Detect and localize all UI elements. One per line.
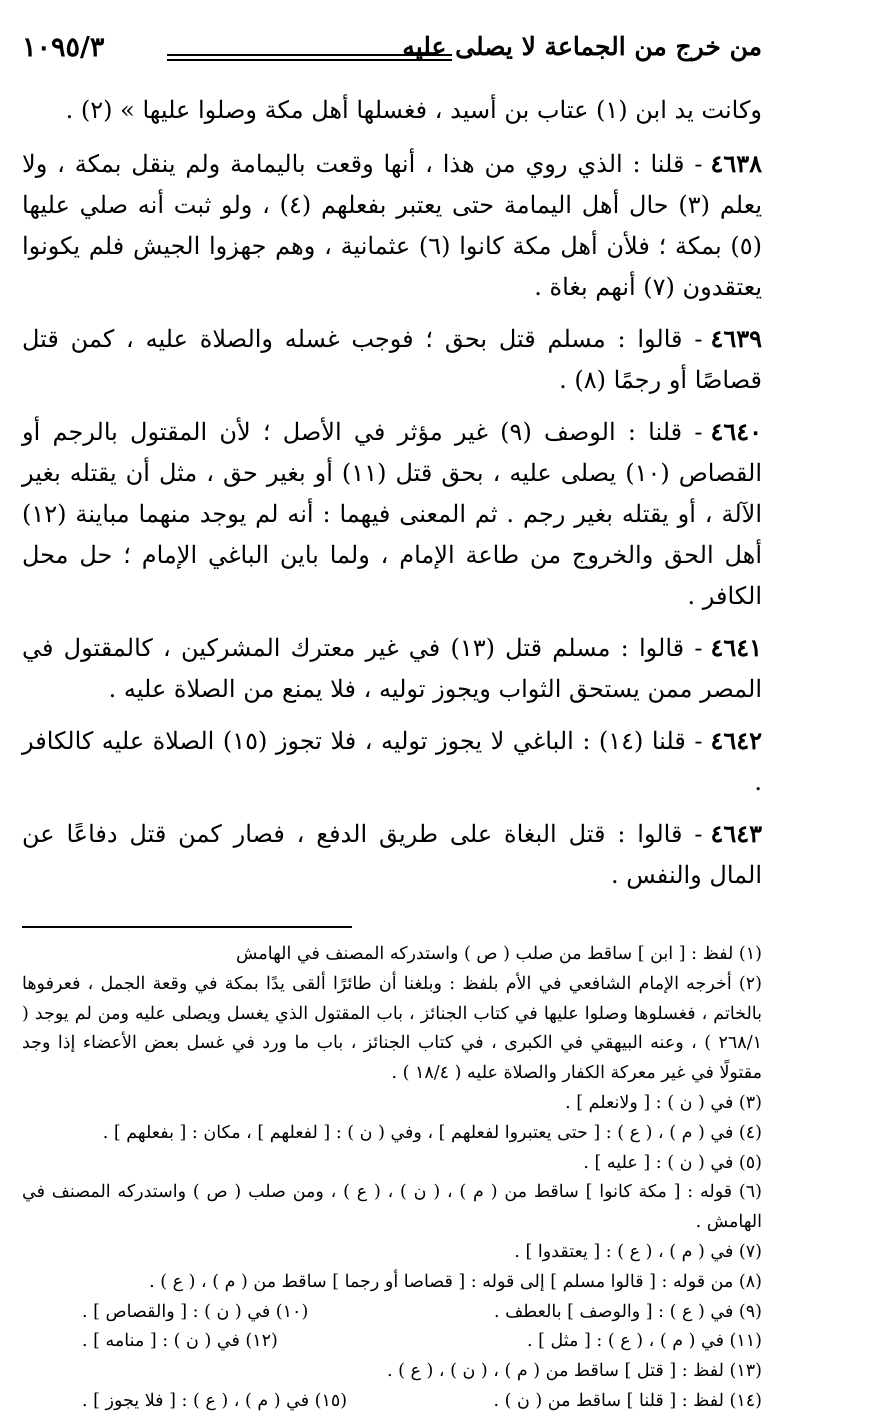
page-number: ١٠٩٥/٣ (22, 32, 105, 63)
footnote-separator (22, 926, 352, 928)
footnote-5: (٥) في ( ن ) : [ عليه ] . (583, 1152, 762, 1173)
paragraph-4640 (22, 411, 762, 617)
footnote-15: (١٥) في ( م ) ، ( ع ) : [ فلا يجوز ] . (82, 1390, 348, 1411)
main-text (22, 90, 762, 896)
paragraph-4638 (22, 143, 762, 308)
footnote-12: (١٢) في ( ن ) : [ منامه ] . (82, 1331, 278, 1352)
paragraph-text: - قالوا : قتل البغاة على طريق الدفع ، فصار كمن قتل دفاعًا عن المال والنفس . (22, 820, 762, 889)
intro-paragraph: وكانت يد ابن (١) عتاب بن أسيد ، فغسلها أهل مكة وصلوا عليها » (٢) . (65, 96, 762, 124)
paragraph-number: ٤٦٣٩ (710, 324, 762, 353)
footnote-8: (٨) من قوله : [ قالوا مسلم ] إلى قوله : [ قصاصا أو رجما ] ساقط من ( م ) ، ( ع ) . (149, 1271, 762, 1292)
footnote-3: (٣) في ( ن ) : [ ولانعلم ] . (565, 1092, 762, 1113)
footnote-14: (١٤) لفظ : [ قلنا ] ساقط من ( ن ) . (493, 1390, 762, 1411)
footnotes (22, 940, 762, 1417)
paragraph-number: ٤٦٤٣ (710, 819, 762, 848)
paragraph-number: ٤٦٣٨ (710, 149, 762, 178)
paragraph-4643 (22, 813, 762, 896)
header-double-rule (167, 54, 452, 61)
footnote-1: (١) لفظ : [ ابن ] ساقط من صلب ( ص ) واستدركه المصنف في الهامش (236, 944, 762, 964)
footnote-11: (١١) في ( م ) ، ( ع ) : [ مثل ] . (527, 1331, 762, 1352)
footnote-7: (٧) في ( م ) ، ( ع ) : [ يعتقدوا ] . (514, 1241, 762, 1262)
footnote-row (22, 1387, 762, 1417)
paragraph-text: - قلنا (١٤) : الباغي لا يجوز توليه ، فلا تجوز (١٥) الصلاة عليه كالكافر . (22, 727, 762, 796)
paragraph-4642 (22, 720, 762, 803)
footnote-13: (١٣) لفظ : [ قتل ] ساقط من ( م ) ، ( ن ) ، ( ع ) . (386, 1361, 762, 1382)
book-page (22, 20, 762, 1417)
paragraph-text: - قلنا : الوصف (٩) غير مؤثر في الأصل ؛ لأن المقتول بالرجم أو القصاص (١٠) يصلى عليه ، بحق قتل (١١) أو بغير حق ، مثل أن يقتله بغير الآلة ، أو يقتله بغير رجم . ثم المعنى فيهما : أنه لم يوجد منهما مباينة (١٢) أهل الحق والخروج من طاعة الإمام ، ولما باين الباغي الإمام ؛ حل محل الكافر . (22, 418, 762, 610)
footnote-row (22, 1298, 762, 1328)
running-title: من خرج من الجماعة لا يصلى عليه (402, 32, 762, 61)
footnote-9: (٩) في ( ع ) : [ والوصف ] بالعطف . (494, 1301, 762, 1322)
footnote-row (22, 1327, 762, 1357)
footnote-2: (٢) أخرجه الإمام الشافعي في الأم بلفظ : وبلغنا أن طائرًا ألقى يدًا بمكة في وقعة الجمل ، فعرفوها بالخاتم ، فغسلوها وصلوا عليها في كتاب الجنائز ، باب المقتول الذي يغسل ويصلى عليه ومن لم يوجد ( ٢٦٨/١ ) ، وعنه البيهقي في الكبرى ، في كتاب الجنائز ، باب ما ورد في غسل بعض الأعضاء إذا وجد مقتولًا في غير معركة الكفار والصلاة عليه ( ١٨/٤ ) . (22, 973, 762, 1084)
paragraph-4641 (22, 627, 762, 710)
paragraph-text: - قلنا : الذي روي من هذا ، أنها وقعت باليمامة ولم ينقل بمكة ، ولا يعلم (٣) حال أهل اليمامة حتى يعتبر بفعلهم (٤) ، ولو ثبت أنه صلي عليها (٥) بمكة ؛ فلأن أهل مكة كانوا (٦) عثمانية ، وهم جهزوا الجيش فلم يكونوا يعتقدون (٧) أنهم بغاة . (22, 150, 763, 301)
paragraph-number: ٤٦٤٠ (710, 417, 762, 446)
page-header (22, 20, 762, 82)
paragraph-number: ٤٦٤١ (710, 633, 762, 662)
footnote-4: (٤) في ( م ) ، ( ع ) : [ حتى يعتبروا لفعلهم ] ، وفي ( ن ) : [ لفعلهم ] ، مكان : [ بفعلهم ] . (102, 1122, 762, 1143)
paragraph-text: - قالوا : مسلم قتل (١٣) في غير معترك المشركين ، كالمقتول في المصر ممن يستحق الثواب ويجوز توليه ، فلا يمنع من الصلاة عليه . (22, 634, 762, 703)
paragraph-number: ٤٦٤٢ (710, 726, 762, 755)
footnote-6: (٦) قوله : [ مكة كانوا ] ساقط من ( م ) ، ( ن ) ، ( ع ) ، ومن صلب ( ص ) واستدركه المصنف في الهامش . (22, 1182, 762, 1233)
paragraph-text: - قالوا : مسلم قتل بحق ؛ فوجب غسله والصلاة عليه ، كمن قتل قصاصًا أو رجمًا (٨) . (22, 325, 762, 394)
footnote-10: (١٠) في ( ن ) : [ والقصاص ] . (82, 1301, 309, 1322)
paragraph-4639 (22, 318, 762, 401)
